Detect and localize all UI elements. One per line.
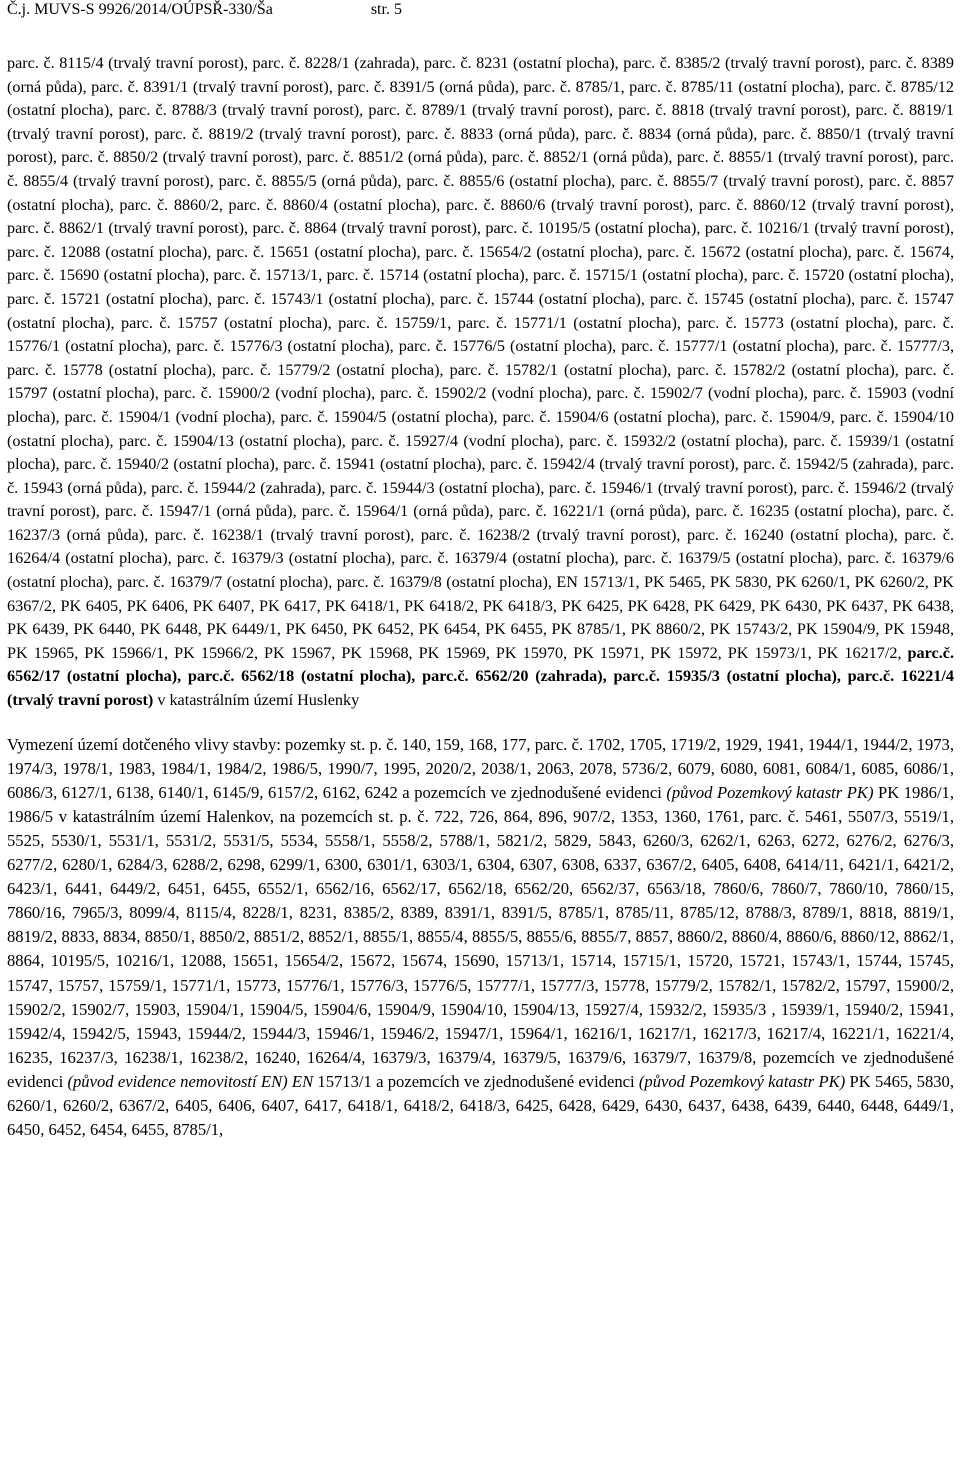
parcel-list-tail: v katastrálním území Huslenky: [153, 691, 360, 710]
parcel-list-paragraph: [7, 52, 954, 713]
page-number: str. 5: [370, 1, 402, 18]
affected-area-text-a: Vymezení území dotčeného vlivy stavby: pozemky st. p. č. 140, 159, 168, 177, parc. č. 1702, 1705, 1719/2, 1929, 1941, 1944/1, 1944/2, 1973, 1974/3, 1978/1, 1983, 1984/1, 1984/2, 1986/5, 1990/7, 1995, 2020/2, 2038/1, 2063, 2078, 5736/2, 6079, 6080, 6081, 6084/1, 6085, 6086/1, 6086/3, 6127/1, 6138, 6140/1, 6145/9, 6157/2, 6162, 6242 a pozemcích ve zjednodušené evidenci: [7, 734, 954, 802]
affected-area-text-c: 15713/1 a pozemcích ve zjednodušené evidenci: [313, 1071, 639, 1091]
affected-area-text-d: PK 5465, 5830, 6260/1, 6260/2, 6367/2, 6405, 6406, 6407, 6417, 6418/1, 6418/2, 6418/3, 6425, 6428, 6429, 6430, 6437, 6438, 6439, 6440, 6448, 6449/1, 6450, 6452, 6454, 6455, 8785/1,: [7, 1071, 954, 1140]
affected-area-italic-c: (původ Pozemkový katastr PK): [638, 1071, 846, 1091]
affected-area-italic-b: (původ evidence nemovitostí EN) EN: [67, 1071, 314, 1091]
affected-area-italic-a: (původ Pozemkový katastr PK): [666, 782, 874, 802]
document-reference: Č.j. MUVS-S 9926/2014/OÚPSŘ-330/Ša: [7, 1, 273, 18]
page-header: [7, 0, 954, 22]
affected-area-paragraph: [7, 733, 954, 1143]
parcel-list-text: parc. č. 8115/4 (trvalý travní porost), parc. č. 8228/1 (zahrada), parc. č. 8231 (ostatní plocha), parc. č. 8385/2 (trvalý travní porost), parc. č. 8389 (orná půda), parc. č. 8391/1 (trvalý travní porost), parc. č. 8391/5 (orná půda), parc. č. 8785/1, parc. č. 8785/11 (ostatní plocha), parc. č. 8785/12 (ostatní plocha), parc. č. 8788/3 (trvalý travní porost), parc. č. 8789/1 (trvalý travní porost), parc. č. 8818 (trvalý travní porost), parc. č. 8819/1 (trvalý travní porost), parc. č. 8819/2 (trvalý travní porost), parc. č. 8833 (orná půda), parc. č. 8834 (orná půda), parc. č. 8850/1 (trvalý travní porost), parc. č. 8850/2 (trvalý travní porost), parc. č. 8851/2 (orná půda), parc. č. 8852/1 (orná půda), parc. č. 8855/1 (trvalý travní porost), parc. č. 8855/4 (trvalý travní porost), parc. č. 8855/5 (orná půda), parc. č. 8855/6 (ostatní plocha), parc. č. 8855/7 (trvalý travní porost), parc. č. 8857 (ostatní plocha), parc. č. 8860/2, parc. č. 8860/4 (ostatní plocha), parc. č. 8860/6 (trvalý travní porost), parc. č. 8860/12 (trvalý travní porost), parc. č. 8862/1 (trvalý travní porost), parc. č. 8864 (trvalý travní porost), parc. č. 10195/5 (ostatní plocha), parc. č. 10216/1 (trvalý travní porost), parc. č. 12088 (ostatní plocha), parc. č. 15651 (ostatní plocha), parc. č. 15654/2 (ostatní plocha), parc. č. 15672 (ostatní plocha), parc. č. 15674, parc. č. 15690 (ostatní plocha), parc. č. 15713/1, parc. č. 15714 (ostatní plocha), parc. č. 15715/1 (ostatní plocha), parc. č. 15720 (ostatní plocha), parc. č. 15721 (ostatní plocha), parc. č. 15743/1 (ostatní plocha), parc. č. 15744 (ostatní plocha), parc. č. 15745 (ostatní plocha), parc. č. 15747 (ostatní plocha), parc. č. 15757 (ostatní plocha), parc. č. 15759/1, parc. č. 15771/1 (ostatní plocha), parc. č. 15773 (ostatní plocha), parc. č. 15776/1 (ostatní plocha), parc. č. 15776/3 (ostatní plocha), parc. č. 15776/5 (ostatní plocha), parc. č. 15777/1 (ostatní plocha), parc. č. 15777/3, parc. č. 15778 (ostatní plocha), parc. č. 15779/2 (ostatní plocha), parc. č. 15782/1 (ostatní plocha), parc. č. 15782/2 (ostatní plocha), parc. č. 15797 (ostatní plocha), parc. č. 15900/2 (vodní plocha), parc. č. 15902/2 (vodní plocha), parc. č. 15902/7 (vodní plocha), parc. č. 15903 (vodní plocha), parc. č. 15904/1 (vodní plocha), parc. č. 15904/5 (ostatní plocha), parc. č. 15904/6 (ostatní plocha), parc. č. 15904/9, parc. č. 15904/10 (ostatní plocha), parc. č. 15904/13 (ostatní plocha), parc. č. 15927/4 (vodní plocha), parc. č. 15932/2 (ostatní plocha), parc. č. 15939/1 (ostatní plocha), parc. č. 15940/2 (ostatní plocha), parc. č. 15941 (ostatní plocha), parc. č. 15942/4 (trvalý travní porost), parc. č. 15942/5 (zahrada), parc. č. 15943 (orná půda), parc. č. 15944/2 (zahrada), parc. č. 15944/3 (ostatní plocha), parc. č. 15946/1 (trvalý travní porost), parc. č. 15946/2 (trvalý travní porost), parc. č. 15947/1 (orná půda), parc. č. 15964/1 (orná půda), parc. č. 16221/1 (orná půda), parc. č. 16235 (ostatní plocha), parc. č. 16237/3 (orná půda), parc. č. 16238/1 (trvalý travní porost), parc. č. 16238/2 (trvalý travní porost), parc. č. 16240 (ostatní plocha), parc. č. 16264/4 (ostatní plocha), parc. č. 16379/3 (ostatní plocha), parc. č. 16379/4 (ostatní plocha), parc. č. 16379/5 (ostatní plocha), parc. č. 16379/6 (ostatní plocha), parc. č. 16379/7 (ostatní plocha), parc. č. 16379/8 (ostatní plocha), EN 15713/1, PK 5465, PK 5830, PK 6260/1, PK 6260/2, PK 6367/2, PK 6405, PK 6406, PK 6407, PK 6417, PK 6418/1, PK 6418/2, PK 6418/3, PK 6425, PK 6428, PK 6429, PK 6430, PK 6437, PK 6438, PK 6439, PK 6440, PK 6448, PK 6449/1, PK 6450, PK 6452, PK 6454, PK 6455, PK 8785/1, PK 8860/2, PK 15743/2, PK 15904/9, PK 15948, PK 15965, PK 15966/1, PK 15966/2, PK 15967, PK 15968, PK 15969, PK 15970, PK 15971, PK 15972, PK 15973/1, PK 16217/2,: [7, 54, 954, 662]
parcel-list-bold: parc.č. 6562/17 (ostatní plocha), parc.č. 6562/18 (ostatní plocha), parc.č. 6562/20 (zahrada), parc.č. 15935/3 (ostatní plocha), parc.č. 16221/4 (trvalý travní porost): [7, 643, 954, 710]
affected-area-text-b: PK 1986/1, 1986/5 v katastrálním území Halenkov, na pozemcích st. p. č. 722, 726, 864, 896, 907/2, 1353, 1360, 1761, parc. č. 5461, 5507/3, 5519/1, 5525, 5530/1, 5531/1, 5531/2, 5531/5, 5534, 5558/1, 5558/2, 5788/1, 5821/2, 5829, 5843, 6260/3, 6262/1, 6263, 6272, 6276/2, 6276/3, 6277/2, 6280/1, 6284/3, 6288/2, 6298, 6299/1, 6300, 6301/1, 6303/1, 6304, 6307, 6308, 6337, 6367/2, 6405, 6408, 6414/11, 6421/1, 6421/2, 6423/1, 6441, 6449/2, 6451, 6455, 6552/1, 6562/16, 6562/17, 6562/18, 6562/20, 6562/37, 6563/18, 7860/6, 7860/7, 7860/10, 7860/15, 7860/16, 7965/3, 8099/4, 8115/4, 8228/1, 8231, 8385/2, 8389, 8391/1, 8391/5, 8785/1, 8785/11, 8785/12, 8788/3, 8789/1, 8818, 8819/1, 8819/2, 8833, 8834, 8850/1, 8850/2, 8851/2, 8852/1, 8855/1, 8855/4, 8855/5, 8855/6, 8855/7, 8857, 8860/2, 8860/4, 8860/6, 8860/12, 8862/1, 8864, 10195/5, 10216/1, 12088, 15651, 15654/2, 15672, 15674, 15690, 15713/1, 15714, 15715/1, 15720, 15721, 15743/1, 15744, 15745, 15747, 15757, 15759/1, 15771/1, 15773, 15776/1, 15776/3, 15776/5, 15777/1, 15777/3, 15778, 15779/2, 15782/1, 15782/2, 15797, 15900/2, 15902/2, 15902/7, 15903, 15904/1, 15904/5, 15904/6, 15904/9, 15904/10, 15904/13, 15927/4, 15932/2, 15935/3 , 15939/1, 15940/2, 15941, 15942/4, 15942/5, 15943, 15944/2, 15944/3, 15946/1, 15946/2, 15947/1, 15964/1, 16216/1, 16217/1, 16217/3, 16217/4, 16221/1, 16221/4, 16235, 16237/3, 16238/1, 16238/2, 16240, 16264/4, 16379/3, 16379/4, 16379/5, 16379/6, 16379/7, 16379/8, pozemcích ve zjednodušené evidenci: [7, 782, 954, 1091]
